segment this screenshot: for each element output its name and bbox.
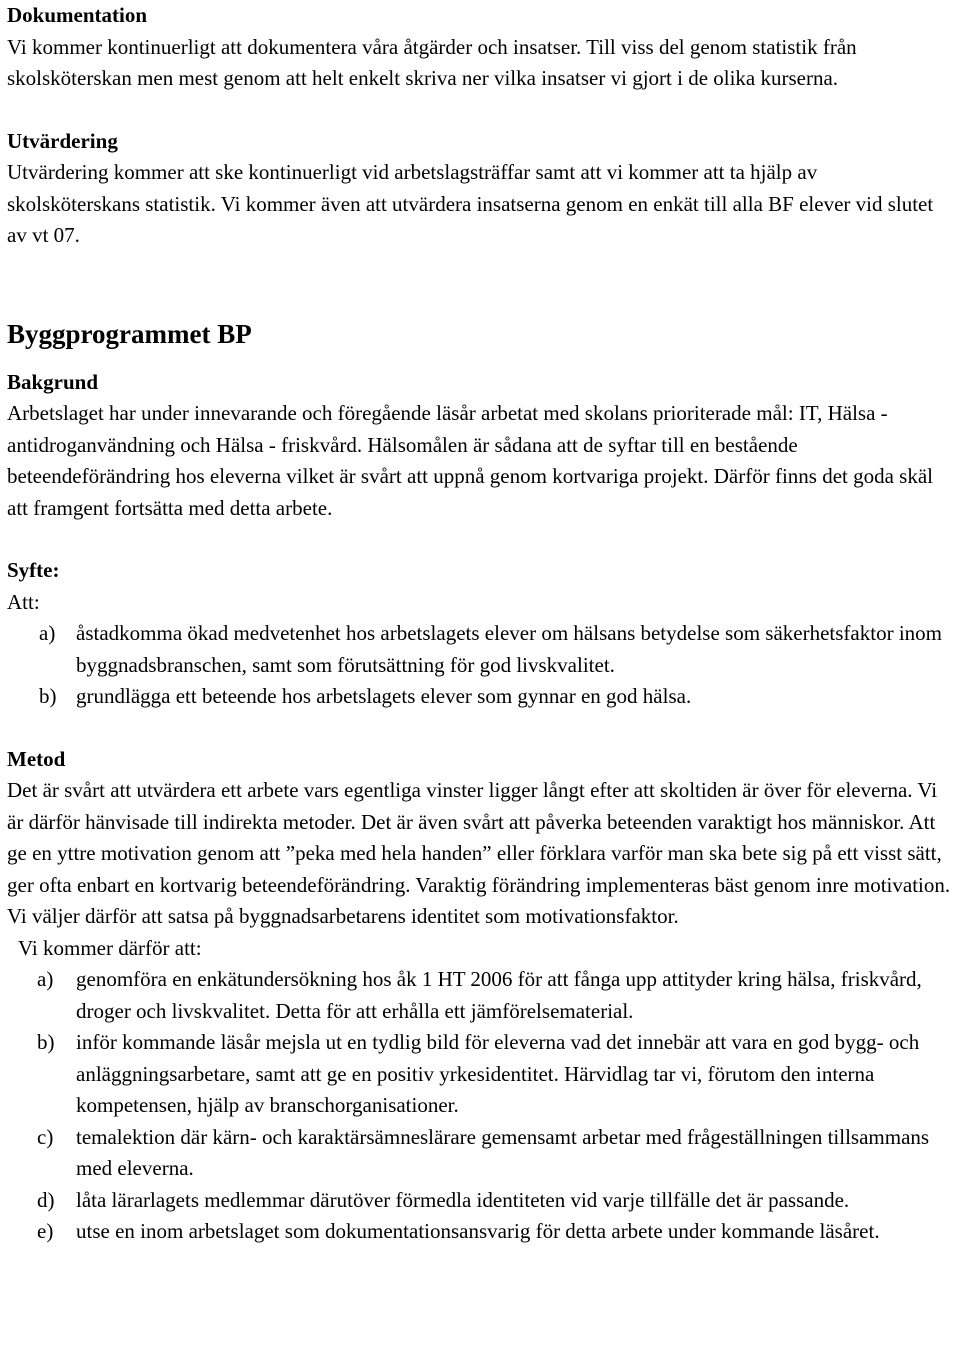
list-item-text: temalektion där kärn- och karaktärsämneslärare gemensamt arbetar med frågeställningen tillsammans med eleverna.: [76, 1124, 930, 1180]
heading-utvardering: Utvärdering: [7, 128, 118, 153]
list-item: [7, 964, 953, 1027]
metod-intro: Vi kommer därför att:: [18, 935, 202, 960]
section-title: Byggprogrammet BP: [7, 318, 252, 349]
spacer: [7, 252, 953, 315]
paragraph-utvardering: Utvärdering kommer att ske kontinuerligt vid arbetslagsträffar samt att vi kommer att ta hjälp av skolsköterskans statistik. Vi kommer även att utvärdera insatserna genom en enkät till alla BF elever vid slutet av vt 07.: [7, 160, 934, 247]
section-bakgrund: [7, 367, 953, 525]
list-item-text: genomföra en enkätundersökning hos åk 1 HT 2006 för att fånga upp attityder kring hälsa, friskvård, droger och livskvalitet. Detta för att erhålla ett jämförelsematerial.: [76, 967, 922, 1023]
list-marker: b): [37, 1030, 55, 1054]
list-item: [7, 1216, 953, 1248]
section-utvardering: [7, 126, 953, 252]
paragraph-bakgrund: Arbetslaget har under innevarande och föregående läsår arbetat med skolans prioriterade mål: IT, Hälsa - antidroganvändning och Hälsa - friskvård. Hälsomålen är sådana att de syftar till en bestående beteendeförändring hos eleverna vilket är svårt att uppnå genom kortvariga projekt. Därför finns det goda skäl att framgent fortsätta med detta arbete.: [7, 401, 934, 520]
spacer: [7, 524, 953, 555]
list-item-text: åstadkomma ökad medvetenhet hos arbetslagets elever om hälsans betydelse som säkerhetsfaktor inom byggnadsbranschen, samt som förutsättning för god livskvalitet.: [76, 621, 942, 677]
list-item-text: låta lärarlagets medlemmar därutöver förmedla identiteten vid varje tillfälle det är passande.: [76, 1187, 850, 1212]
heading-syfte: Syfte:: [7, 558, 60, 582]
list-marker: b): [39, 684, 57, 708]
list-marker: e): [37, 1219, 54, 1243]
list-marker: d): [37, 1187, 55, 1212]
section-syfte: [7, 555, 953, 713]
spacer: [7, 95, 953, 126]
list-item: [7, 681, 953, 713]
list-item: [7, 1185, 953, 1217]
list-marker: a): [39, 621, 56, 645]
list-item: [7, 618, 953, 681]
list-item-text: utse en inom arbetslaget som dokumentationsansvarig för detta arbete under kommande läsåret.: [76, 1219, 880, 1243]
section-dokumentation: [7, 0, 953, 95]
heading-metod: Metod: [7, 746, 66, 771]
list-marker: a): [37, 967, 54, 991]
metod-list: [7, 964, 953, 1248]
syfte-list: [7, 618, 953, 713]
list-marker: c): [37, 1124, 54, 1149]
paragraph-metod: Det är svårt att utvärdera ett arbete vars egentliga vinster ligger långt efter att skoltiden är över för eleverna. Vi är därför hänvisade till indirekta metoder. Det är även svårt att påverka beteenden varaktigt hos människor. Att ge en yttre motivation genom att ”peka med hela handen” eller förklara varför man ska bete sig på ett visst sätt, ger ofta enbart en kortvarig beteendeförändring. Varaktig förändring implementeras bäst genom inre motivation. Vi väljer därför att satsa på byggnadsarbetarens identitet som motivationsfaktor.: [7, 778, 951, 928]
list-item: [7, 1027, 953, 1122]
heading-bakgrund: Bakgrund: [7, 369, 99, 394]
section-metod: [7, 744, 953, 1248]
paragraph-dokumentation: Vi kommer kontinuerligt att dokumentera våra åtgärder och insatser. Till viss del genom statistik från skolsköterskan men mest genom att helt enkelt skriva ner vilka insatser vi gjort i de olika kurserna.: [7, 34, 857, 90]
heading-dokumentation: Dokumentation: [7, 3, 148, 27]
list-item-text: inför kommande läsår mejsla ut en tydlig bild för eleverna vad det innebär att vara en god bygg- och anläggningsarbetare, samt att ge en positiv yrkesidentitet. Härvidlag tar vi, förutom den interna kompetensen, hjälp av branschorganisationer.: [76, 1030, 920, 1117]
list-item-text: grundlägga ett beteende hos arbetslagets elever som gynnar en god hälsa.: [76, 684, 692, 708]
spacer: [7, 713, 953, 744]
syfte-intro: Att:: [7, 589, 40, 614]
list-item: [7, 1122, 953, 1185]
